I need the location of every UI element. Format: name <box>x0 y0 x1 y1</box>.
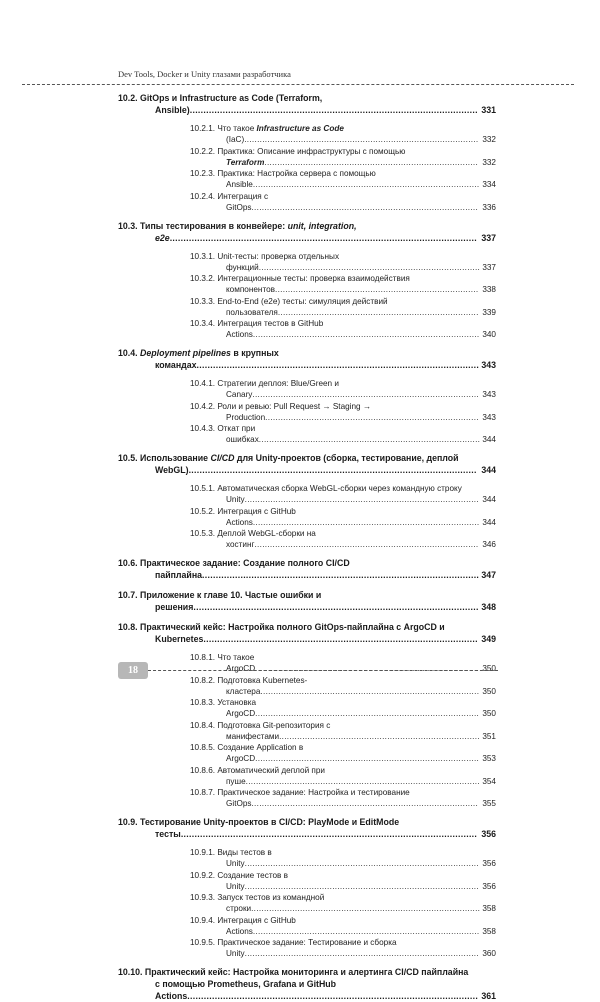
toc-subsection-entry[interactable] <box>190 697 496 719</box>
toc-leader-dots: ........................................................................................ <box>252 390 479 399</box>
toc-entry-title: 10.7. Приложение к главе 10. Частые ошибки и решения <box>118 590 322 612</box>
toc-subsection-entry[interactable] <box>190 251 496 273</box>
toc-entry-title: 10.8.1. Что такое ArgoCD <box>190 653 256 673</box>
toc-page-number: 358 <box>482 926 496 936</box>
toc-page-number: 332 <box>482 135 496 144</box>
toc-page-number: 344 <box>482 495 496 504</box>
toc-page-number: 337 <box>481 232 496 243</box>
toc-page-number: 338 <box>482 285 496 294</box>
toc-section-entry[interactable] <box>118 589 496 613</box>
toc-leader-dots: ..................................................................................................... <box>202 570 480 580</box>
toc-leader-dots: .............................................................................. <box>277 307 479 317</box>
toc-section-entry[interactable] <box>118 621 496 645</box>
toc-entry-title: 10.2.3. Практика: Настройка сервера с помощью Ansible <box>190 169 376 189</box>
toc-leader-dots: ...................................................................................... <box>258 262 481 272</box>
header-divider <box>22 84 574 85</box>
toc-page-number: 339 <box>482 307 496 317</box>
toc-subsection-entry[interactable] <box>190 483 496 505</box>
toc-leader-dots: .............................................................................. <box>279 731 480 741</box>
toc-subsection-entry[interactable] <box>190 506 496 528</box>
toc-leader-dots: ....................................................................................................... <box>196 360 480 370</box>
toc-page-number: 337 <box>482 262 496 272</box>
toc-entry-title: 10.3.4. Интеграция тестов в GitHub Actions <box>190 319 324 339</box>
toc-page-number: 350 <box>482 686 496 696</box>
toc-subsection-entry[interactable] <box>190 191 496 213</box>
running-head: Dev Tools, Docker и Unity глазами разработчика <box>118 69 291 79</box>
toc-subsection-entry[interactable] <box>190 847 496 869</box>
toc-page-number: 343 <box>482 412 496 422</box>
toc-page-number: 356 <box>482 881 496 891</box>
toc-entry-title: 10.3.2. Интеграционные тесты: проверка взаимодействия компонентов <box>190 274 410 294</box>
toc-leader-dots: ............................................................................... <box>275 285 479 294</box>
toc-leader-dots: ........................................................................................... <box>245 776 480 786</box>
toc-leader-dots: ....................................................................................... <box>255 664 480 673</box>
toc-leader-dots: ....................................................................................... <box>255 754 480 763</box>
toc-entry-title: 10.10. Практический кейс: Настройка мониторинга и алертинга CI/CD пайплайна с помощью Prometheus, Grafana и GitHub Actions <box>118 967 469 1001</box>
toc-leader-dots: ........................................................................................... <box>244 949 479 958</box>
toc-entry-title: 10.3.3. End-to-End (e2e) тесты: симуляция действий пользователя <box>190 296 388 317</box>
toc-entry-title: 10.9.3. Запуск тестов из командной строки <box>190 893 325 913</box>
toc-entry-title: 10.4.2. Роли и ревью: Pull Request → Staging → Production <box>190 401 372 422</box>
toc-page-number: 350 <box>482 664 496 673</box>
toc-subsection-entry[interactable] <box>190 720 496 742</box>
toc-leader-dots: .................................................................................................... <box>203 634 478 644</box>
toc-leader-dots: ....................................................................................... <box>255 709 480 718</box>
toc-page-number: 361 <box>481 991 496 1001</box>
toc-leader-dots: ........................................................................................ <box>251 799 479 808</box>
toc-leader-dots: ........................................................................................ <box>251 202 479 212</box>
toc-page-number: 331 <box>481 105 496 115</box>
toc-subsection-entry[interactable] <box>190 123 496 145</box>
toc-page-number: 356 <box>482 859 496 868</box>
toc-section-entry[interactable] <box>118 347 496 371</box>
toc-section-entry[interactable] <box>118 816 496 840</box>
toc-leader-dots: ........................................................................................... <box>244 881 479 891</box>
toc-section-entry[interactable] <box>118 92 496 116</box>
toc-entry-title: 10.5.3. Деплой WebGL-сборки на хостинг <box>190 529 316 549</box>
toc-section-entry[interactable] <box>118 220 496 244</box>
toc-page-number: 336 <box>482 202 496 212</box>
toc-subsection-entry[interactable] <box>190 528 496 550</box>
toc-section-entry[interactable] <box>118 966 496 1002</box>
toc-entry-title: 10.6. Практическое задание: Создание полного CI/CD пайплайна <box>118 558 350 580</box>
toc-page-number: 356 <box>481 829 496 839</box>
toc-entry-title: 10.2.4. Интеграция с GitOps <box>190 191 269 212</box>
toc-leader-dots: ......................................................................................................... <box>188 465 477 475</box>
toc-leader-dots: ............................................................................................................ <box>180 829 478 839</box>
toc-subsection-entry[interactable] <box>190 765 496 787</box>
toc-leader-dots: ........................................................................................................ <box>193 602 479 612</box>
toc-subsection-entry[interactable] <box>190 870 496 892</box>
toc-page-number: 340 <box>482 330 496 339</box>
toc-leader-dots: ..................................................................................... <box>260 686 480 696</box>
toc-leader-dots: ...................................................................................... <box>258 435 481 444</box>
toc-page-number: 346 <box>482 540 496 549</box>
toc-subsection-entry[interactable] <box>190 675 496 697</box>
toc-entry-title: 10.9.1. Виды тестов в Unity <box>190 848 272 868</box>
toc-entry-title: 10.2.2. Практика: Описание инфраструктуры с помощью Terraform <box>190 146 406 167</box>
table-of-contents <box>118 88 496 1002</box>
toc-leader-dots: ........................................................................................ <box>252 517 480 527</box>
toc-page-number: 344 <box>481 465 496 475</box>
toc-entry-title: 10.8.5. Создание Application в ArgoCD <box>190 743 304 763</box>
toc-page-number: 353 <box>482 754 496 763</box>
toc-entry-title: 10.8. Практический кейс: Настройка полного GitOps-пайплайна с ArgoCD и Kubernetes <box>118 622 445 644</box>
toc-subsection-entry[interactable] <box>190 787 496 809</box>
toc-page-number: 332 <box>482 157 496 167</box>
toc-entry-title: 10.3.1. Unit-тесты: проверка отдельных функций <box>190 251 340 272</box>
toc-subsection-entry[interactable] <box>190 423 496 445</box>
toc-subsection-entry[interactable] <box>190 742 496 764</box>
toc-entry-title: 10.4.1. Стратегии деплоя: Blue/Green и Canary <box>190 379 339 399</box>
toc-entry-title: 10.8.7. Практическое задание: Настройка и тестирование GitOps <box>190 788 410 808</box>
toc-subsection-entry[interactable] <box>190 378 496 400</box>
toc-subsection-entry[interactable] <box>190 937 496 959</box>
toc-entry-title: 10.9.4. Интеграция с GitHub Actions <box>190 915 296 936</box>
toc-section-entry[interactable] <box>118 452 496 476</box>
toc-page-number: 343 <box>481 360 496 370</box>
toc-entry-title: 10.3. Типы тестирования в конвейере: unit, integration, e2e <box>118 220 357 243</box>
toc-leader-dots: ........................................................................................ <box>252 926 480 936</box>
toc-entry-title: 10.9. Тестирование Unity-проектов в CI/CD: PlayMode и EditMode тесты <box>118 817 400 839</box>
toc-page-number: 334 <box>482 180 496 189</box>
toc-subsection-entry[interactable] <box>190 168 496 190</box>
toc-page-number: 347 <box>481 570 496 580</box>
toc-entry-title: 10.5.2. Интеграция с GitHub Actions <box>190 506 296 527</box>
toc-page-number: 350 <box>482 709 496 718</box>
toc-leader-dots: ........................................................................................ <box>252 180 480 189</box>
toc-subsection-entry[interactable] <box>190 296 496 318</box>
toc-entry-title: 10.8.2. Подготовка Kubernetes-кластера <box>190 675 308 696</box>
toc-page-number: 358 <box>482 904 496 913</box>
toc-entry-title: 10.5.1. Автоматическая сборка WebGL-сборки через командную строку Unity <box>190 484 462 504</box>
toc-entry-title: 10.8.4. Подготовка Git-репозитория с манифестами <box>190 720 331 741</box>
toc-subsection-entry[interactable] <box>190 318 496 340</box>
toc-entry-title: 10.4.3. Откат при ошибках <box>190 424 259 444</box>
toc-page-number: 343 <box>482 390 496 399</box>
toc-subsection-entry[interactable] <box>190 892 496 914</box>
toc-leader-dots: ....................................................................................... <box>254 540 479 549</box>
toc-page-number: 348 <box>481 602 496 612</box>
toc-leader-dots: ................................................................................... <box>264 157 479 167</box>
toc-page-number: 344 <box>482 435 496 444</box>
toc-leader-dots: ......................................................................................... <box>251 904 481 913</box>
toc-page-number: 355 <box>482 799 496 808</box>
toc-leader-dots: ................................................................................... <box>265 412 479 422</box>
toc-page-number: 344 <box>482 517 496 527</box>
toc-leader-dots: ................................................................................................................ <box>169 232 478 243</box>
toc-leader-dots: ......................................................................................................... <box>189 105 478 115</box>
toc-entry-title: 10.2. GitOps и Infrastructure as Code (Terraform, Ansible) <box>118 93 323 115</box>
toc-subsection-entry[interactable] <box>190 915 496 937</box>
toc-entry-title: 10.5. Использование CI/CD для Unity-проектов (сборка, тестирование, деплой WebGL) <box>118 453 459 475</box>
toc-page-number: 351 <box>482 731 496 741</box>
toc-leader-dots: ........................................................................................ <box>252 330 480 339</box>
toc-entry-title: 10.9.2. Создание тестов в Unity <box>190 870 289 891</box>
toc-leader-dots: ........................................................................................... <box>244 859 479 868</box>
toc-entry-title: 10.8.3. Установка ArgoCD <box>190 698 257 718</box>
footer-divider <box>148 670 498 671</box>
toc-entry-title: 10.9.5. Практическое задание: Тестирование и сборка Unity <box>190 938 397 958</box>
toc-entry-title: 10.8.6. Автоматический деплой при пуше <box>190 765 325 786</box>
toc-leader-dots: ........................................................................................... <box>244 135 479 144</box>
toc-subsection-entry[interactable] <box>190 273 496 295</box>
toc-section-entry[interactable] <box>118 557 496 581</box>
toc-page-number: 360 <box>482 949 496 958</box>
toc-page-number: 354 <box>482 776 496 786</box>
page-number-badge: 18 <box>118 662 148 679</box>
toc-subsection-entry[interactable] <box>190 146 496 168</box>
toc-entry-title: 10.4. Deployment pipelines в крупных командах <box>118 348 279 370</box>
toc-page-number: 349 <box>481 634 496 644</box>
toc-leader-dots: ........................................................................................... <box>244 495 479 504</box>
toc-entry-title: 10.2.1. Что такое Infrastructure as Code (IaC) <box>190 124 344 144</box>
toc-leader-dots: .......................................................................................................... <box>187 991 479 1001</box>
toc-subsection-entry[interactable] <box>190 401 496 423</box>
